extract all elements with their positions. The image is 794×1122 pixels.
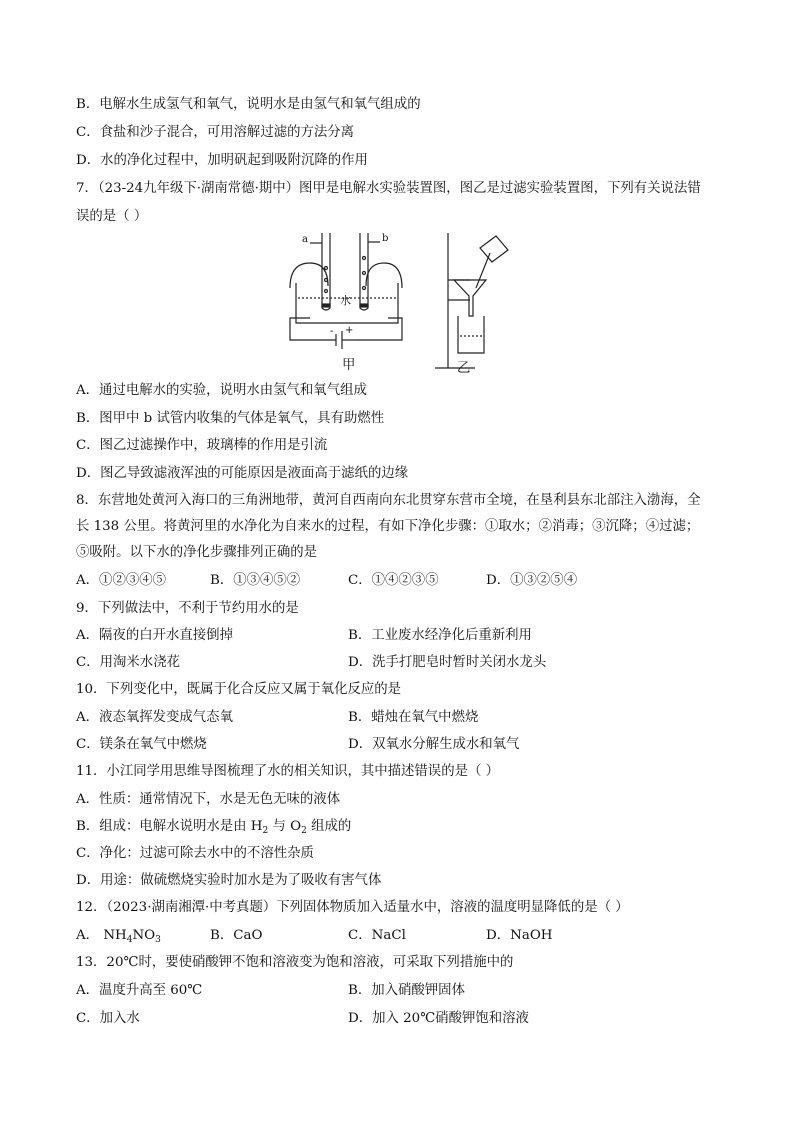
q12-option-b: B．CaO [210, 928, 263, 943]
q9-option-b: B．工业废水经净化后重新利用 [348, 628, 532, 643]
q6-option-d: D．水的净化过程中，加明矾起到吸附沉降的作用 [76, 153, 368, 168]
q8-stem-line1: 8．东营地处黄河入海口的三角洲地带，黄河自西南向东北贯穿东营市全境，在垦利县东北部注入渤海，全 [76, 493, 701, 508]
q11-b-sub1: 2 [262, 826, 269, 836]
q8-stem-line2: 长 138 公里。将黄河里的水净化为自来水的过程，有如下净化步骤：①取水；②消毒；③沉降；④过滤； [76, 519, 700, 534]
q8-option-b: B．①③④⑤② [210, 573, 301, 588]
q7-option-b: B．图甲中 b 试管内收集的气体是氧气，具有助燃性 [76, 411, 385, 426]
q12-a-sub2: 3 [155, 935, 161, 945]
q11-option-a: A．性质：通常情况下，水是无色无味的液体 [76, 792, 341, 807]
q8-option-a: A．①②③④⑤ [76, 573, 167, 588]
fig-label-b: b [382, 233, 389, 244]
q11-b-pre: B．组成：电解水说明水是由 H [76, 819, 263, 834]
q13-option-d: D．加入 20℃硝酸钾饱和溶液 [348, 1011, 529, 1026]
q10-option-c: C．镁条在氧气中燃烧 [76, 737, 207, 752]
q10-option-a: A．液态氧挥发变成气态氧 [76, 710, 233, 725]
fig-label-plus: + [345, 325, 354, 336]
q7-figure [270, 228, 530, 378]
q9-option-a: A．隔夜的白开水直接倒掉 [76, 628, 233, 643]
q11-b-post: 组成的 [306, 819, 352, 834]
electrolysis-and-filtration-diagram [270, 228, 530, 378]
q12-option-c: C．NaCl [348, 928, 406, 943]
q7-option-d: D．图乙导致滤液浑浊的可能原因是液面高于滤纸的边缘 [76, 466, 409, 481]
q12-stem: 12．（2023·湖南湘潭·中考真题）下列固体物质加入适量水中，溶液的温度明显降低的是（ ） [76, 900, 629, 915]
fig-label-jia: 甲 [342, 358, 356, 373]
q8-stem-line3: ⑤吸附。以下水的净化步骤排列正确的是 [76, 545, 318, 560]
q8-option-d: D．①③②⑤④ [486, 573, 578, 588]
q9-option-c: C．用淘米水浇花 [76, 655, 180, 670]
q9-stem: 9．下列做法中，不利于节约用水的是 [76, 601, 299, 616]
q11-option-b [76, 818, 351, 836]
q10-stem: 10．下列变化中，既属于化合反应又属于氧化反应的是 [76, 682, 402, 697]
q11-b-mid: 与 O [268, 819, 302, 834]
fig-label-minus: - [330, 326, 334, 337]
q12-option-a [76, 927, 161, 945]
q7-option-a: A．通过电解水的实验，说明水由氢气和氧气组成 [76, 383, 367, 398]
fig-label-water: 水 [340, 294, 351, 307]
q10-option-d: D．双氧水分解生成水和氧气 [348, 737, 520, 752]
q13-stem: 13．20℃时，要使硝酸钾不饱和溶液变为饱和溶液，可采取下列措施中的 [76, 955, 514, 970]
q7-option-c: C．图乙过滤操作中，玻璃棒的作用是引流 [76, 438, 328, 453]
q11-stem: 11．小江同学用思维导图梳理了水的相关知识，其中描述错误的是（ ） [76, 764, 500, 779]
q6-option-c: C．食盐和沙子混合，可用溶解过滤的方法分离 [76, 125, 355, 140]
q7-stem-line2: 误的是（ ） [76, 209, 148, 224]
q9-option-d: D．洗手打肥皂时暂时关闭水龙头 [348, 655, 547, 670]
q11-option-c: C．净化：过滤可除去水中的不溶性杂质 [76, 846, 314, 861]
q13-option-c: C．加入水 [76, 1011, 140, 1026]
q12-option-d: D．NaOH [486, 928, 553, 943]
q13-option-a: A．温度升高至 60℃ [76, 983, 203, 998]
q12-a-sub1: 4 [126, 935, 133, 945]
fig-label-yi: 乙 [457, 361, 471, 376]
q6-option-b: B．电解水生成氢气和氧气，说明水是由氢气和氧气组成的 [76, 97, 421, 112]
q12-a-pre: A． NH [76, 928, 127, 943]
q13-option-b: B．加入硝酸钾固体 [348, 983, 465, 998]
fig-label-a: a [302, 234, 308, 245]
q8-option-c: C．①④②③⑤ [348, 573, 439, 588]
q11-b-sub2: 2 [301, 826, 307, 836]
q7-stem-line1: 7．（23-24九年级下·湖南常德·期中）图甲是电解水实验装置图，图乙是过滤实验装置图，下列有关说法错 [76, 181, 701, 196]
q10-option-b: B．蜡烛在氧气中燃烧 [348, 710, 479, 725]
q12-a-mid: NO [132, 928, 156, 943]
q11-option-d: D．用途：做硫燃烧实验时加水是为了吸收有害气体 [76, 873, 382, 888]
